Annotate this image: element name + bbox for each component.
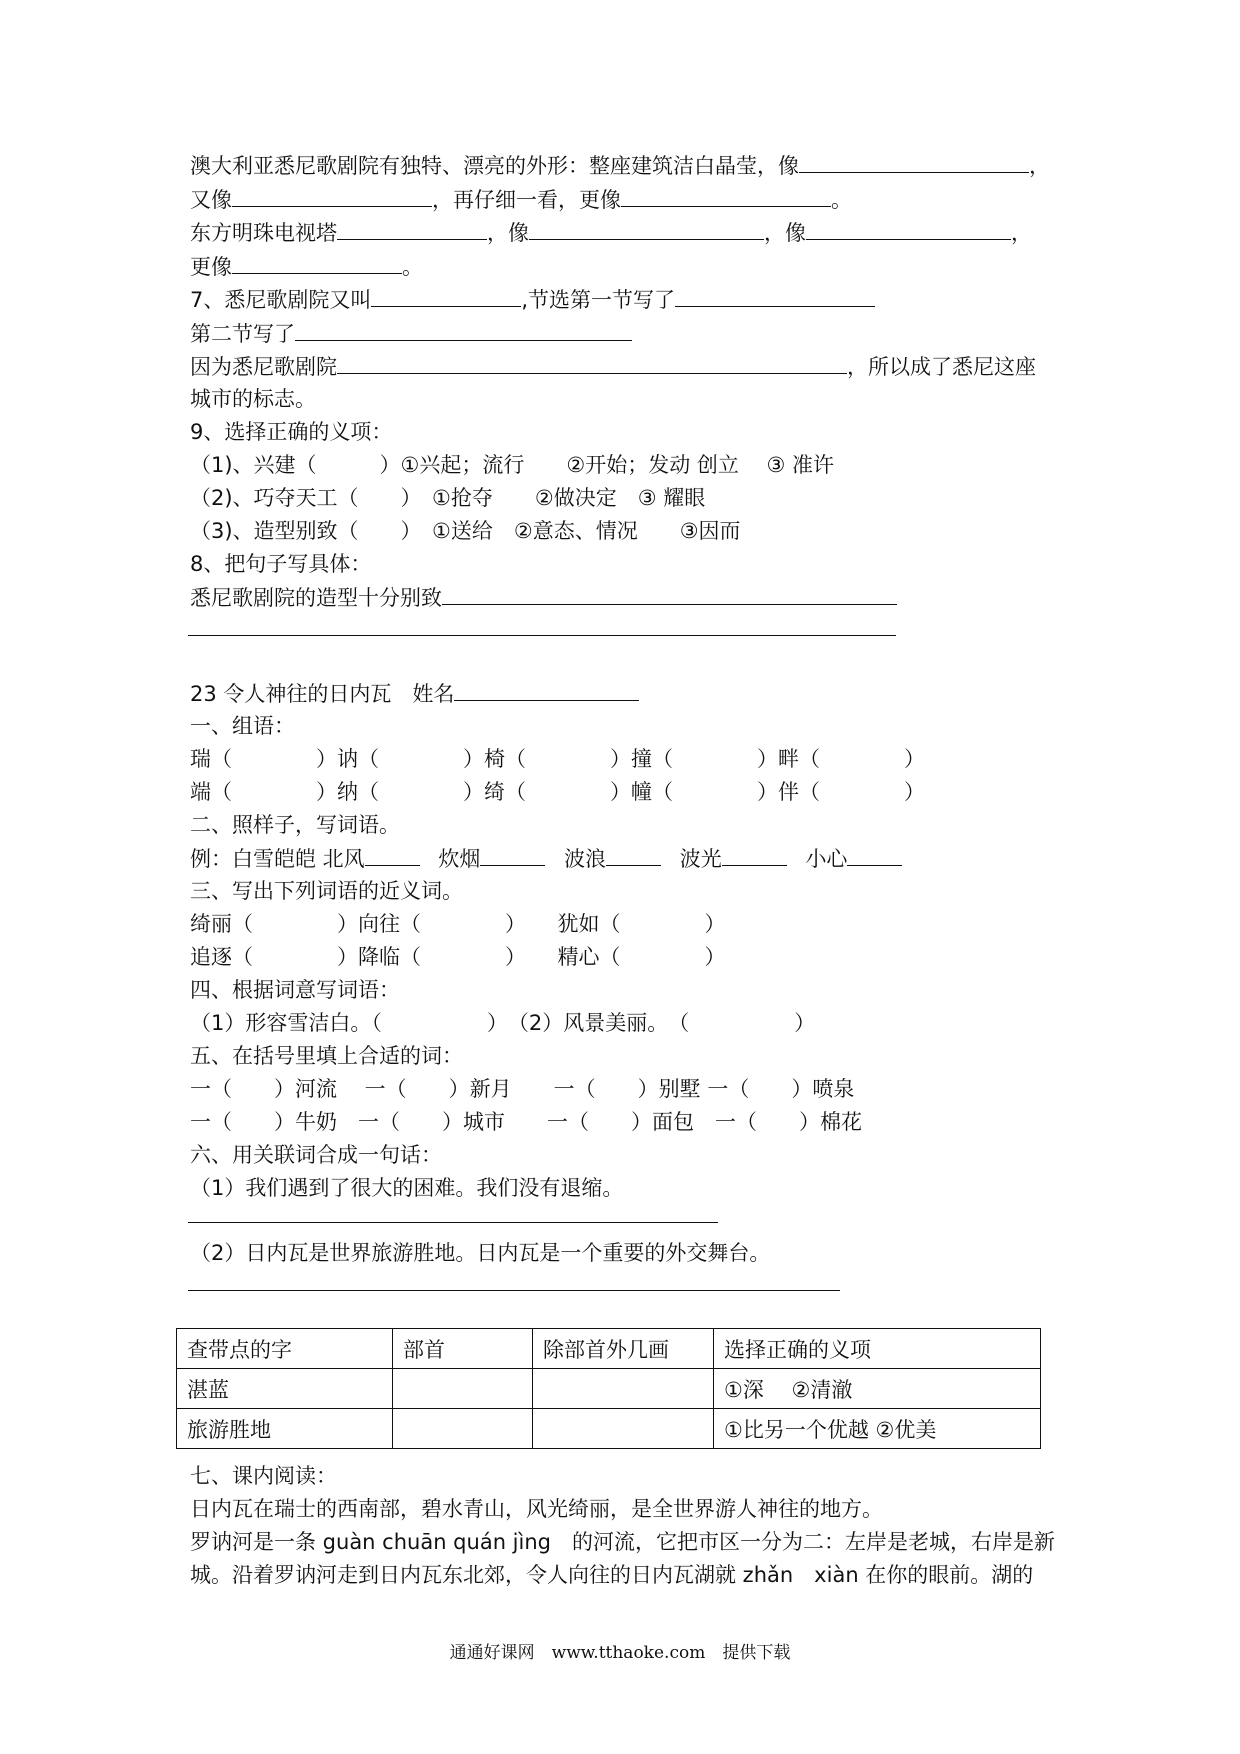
- text: 炊烟: [438, 847, 481, 871]
- opera-line-2: [190, 184, 852, 215]
- text: 波浪: [564, 847, 607, 871]
- table-header-cell: 选择正确的义项: [714, 1329, 1041, 1369]
- section-4-title: 四、根据词意写词语：: [190, 978, 400, 1002]
- text: 第二节写了: [190, 322, 295, 346]
- text: 。: [402, 255, 423, 279]
- table-cell: 湛蓝: [177, 1369, 393, 1409]
- text: ,节选第一节写了: [521, 288, 676, 312]
- question-9-item-2: （2)、巧夺天工（ ） ①抢夺 ②做决定 ③ 耀眼: [190, 486, 706, 510]
- text: 波光: [679, 847, 722, 871]
- section-5-row-1: 一（ ）河流 一（ ）新月 一（ ）别墅 一（ ）喷泉: [190, 1077, 855, 1101]
- table-cell-answer[interactable]: [533, 1369, 714, 1409]
- section-5-title: 五、在括号里填上合适的词：: [190, 1044, 463, 1068]
- answer-blank[interactable]: [806, 217, 1011, 240]
- section-1-row-1: 瑞（ ）讷（ ）椅（ ）撞（ ）畔（ ）: [190, 747, 925, 771]
- text: 。: [831, 188, 852, 212]
- table-row: [177, 1369, 1041, 1409]
- character-lookup-table: [176, 1328, 1041, 1449]
- reading-paragraph-2: 罗讷河是一条 guàn chuān quán jìng 的河流，它把市区一分为二：左岸是老城，右岸是新: [190, 1530, 1055, 1554]
- text: ，像: [764, 221, 806, 245]
- section-3-row-1: 绮丽（ ）向往（ ） 犹如（ ）: [190, 912, 726, 936]
- section-1-title: 一、组语：: [190, 714, 295, 738]
- text: ，: [1029, 154, 1050, 178]
- text: ，所以成了悉尼这座: [847, 355, 1036, 379]
- text: 因为悉尼歌剧院: [190, 355, 337, 379]
- section-4-row: （1）形容雪洁白。（ ） （2）风景美丽。 （ ）: [190, 1011, 816, 1035]
- answer-line[interactable]: [188, 635, 896, 636]
- question-8-title: 8、把句子写具体：: [190, 552, 372, 576]
- answer-blank[interactable]: [295, 318, 632, 341]
- question-9-title: 9、选择正确的义项：: [190, 420, 393, 444]
- section-6-question-1: （1）我们遇到了很大的困难。我们没有退缩。: [190, 1176, 624, 1200]
- question-9-item-1: （1)、兴建（ ）①兴起；流行 ②开始；发动 创立 ③ 准许: [190, 453, 835, 477]
- opera-line-3: [190, 217, 1032, 248]
- answer-blank[interactable]: [232, 184, 432, 207]
- section-6-question-2: （2）日内瓦是世界旅游胜地。日内瓦是一个重要的外交舞台。: [190, 1241, 771, 1265]
- text: 东方明珠电视塔: [190, 221, 337, 245]
- section-3-row-2: 追逐（ ）降临（ ） 精心（ ）: [190, 945, 726, 969]
- table-cell-answer[interactable]: [393, 1369, 533, 1409]
- answer-blank[interactable]: [371, 284, 521, 307]
- answer-blank[interactable]: [675, 284, 875, 307]
- text: 7、悉尼歌剧院又叫: [190, 288, 372, 312]
- answer-blank[interactable]: [232, 251, 402, 274]
- answer-blank[interactable]: [621, 184, 831, 207]
- opera-line-1: [190, 150, 1050, 181]
- text: 例：白雪皑皑 北风: [190, 847, 365, 871]
- answer-blank[interactable]: [722, 843, 787, 866]
- question-7-line-1: [190, 284, 875, 315]
- table-header-cell: 查带点的字: [177, 1329, 393, 1369]
- text: ，像: [487, 221, 529, 245]
- table-row: [177, 1409, 1041, 1449]
- section-2-title: 二、照样子，写词语。: [190, 813, 400, 837]
- text: 澳大利亚悉尼歌剧院有独特、漂亮的外形：整座建筑洁白晶莹，像: [190, 154, 799, 178]
- answer-line[interactable]: [188, 1222, 718, 1223]
- section-1-row-2: 端（ ）纳（ ）绮（ ）幢（ ）伴（ ）: [190, 780, 925, 804]
- section-5-row-2: 一（ ）牛奶 一（ ）城市 一（ ）面包 一（ ）棉花: [190, 1110, 862, 1134]
- question-8-line: [190, 582, 897, 613]
- table-cell: ①比另一个优越 ②优美: [714, 1409, 1041, 1449]
- name-blank[interactable]: [454, 678, 639, 701]
- question-7-line-2: [190, 318, 632, 349]
- text: ，再仔细一看，更像: [432, 188, 621, 212]
- reading-paragraph-3: 城。沿着罗讷河走到日内瓦东北郊，令人向往的日内瓦湖就 zhǎn xiàn 在你的眼前。湖的: [190, 1563, 1034, 1587]
- answer-blank[interactable]: [337, 217, 487, 240]
- question-9-item-3: （3)、造型别致（ ） ①送给 ②意态、情况 ③因而: [190, 519, 741, 543]
- text: 悉尼歌剧院的造型十分别致: [190, 586, 442, 610]
- question-7-line-3: [190, 351, 1036, 382]
- text: 又像: [190, 188, 232, 212]
- section-3-title: 三、写出下列词语的近义词。: [190, 879, 463, 903]
- question-7-line-4: 城市的标志。: [190, 387, 316, 411]
- reading-paragraph-1: 日内瓦在瑞士的西南部，碧水青山，风光绮丽，是全世界游人神往的地方。: [190, 1497, 883, 1521]
- text: ，: [1011, 221, 1032, 245]
- table-header-row: [177, 1329, 1041, 1369]
- reading-title: 七、课内阅读：: [190, 1464, 337, 1488]
- text: 23 令人神往的日内瓦 姓名: [190, 682, 455, 706]
- text: 小心: [805, 847, 848, 871]
- answer-blank[interactable]: [799, 150, 1029, 173]
- table-cell-answer[interactable]: [393, 1409, 533, 1449]
- opera-line-4: [190, 251, 423, 282]
- answer-blank[interactable]: [847, 843, 902, 866]
- lesson-title: [190, 678, 639, 709]
- answer-blank[interactable]: [606, 843, 661, 866]
- answer-blank[interactable]: [529, 217, 764, 240]
- page-footer: 通通好课网 www.tthaoke.com 提供下载: [449, 1643, 791, 1663]
- table-cell: 旅游胜地: [177, 1409, 393, 1449]
- answer-blank[interactable]: [480, 843, 545, 866]
- table-cell-answer[interactable]: [533, 1409, 714, 1449]
- table-header-cell: 部首: [393, 1329, 533, 1369]
- table-header-cell: 除部首外几画: [533, 1329, 714, 1369]
- answer-blank[interactable]: [442, 582, 897, 605]
- answer-blank[interactable]: [365, 843, 420, 866]
- answer-line[interactable]: [188, 1290, 840, 1291]
- section-6-title: 六、用关联词合成一句话：: [190, 1143, 442, 1167]
- answer-blank[interactable]: [337, 351, 847, 374]
- table-cell: ①深 ②清澈: [714, 1369, 1041, 1409]
- text: 更像: [190, 255, 232, 279]
- section-2-example: [190, 843, 902, 874]
